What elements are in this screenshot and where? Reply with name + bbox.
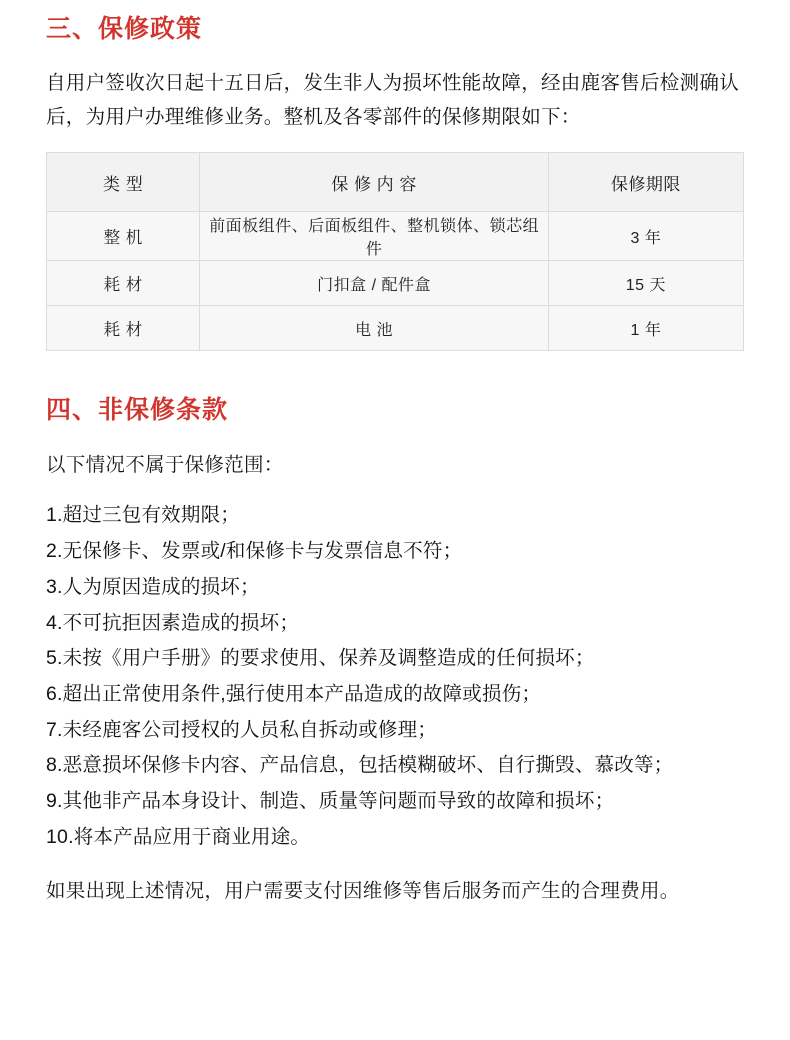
non-warranty-closing: 如果出现上述情况，用户需要支付因维修等售后服务而产生的合理费用。 [46, 880, 680, 903]
table-row [47, 306, 744, 351]
cell-period: 15 天 [548, 261, 743, 306]
list-item-text: 其他非产品本身设计、制造、质量等问题而导致的故障和损坏； [62, 790, 615, 813]
table-header-row [47, 153, 744, 212]
warranty-policy-heading: 三、保修政策 [46, 15, 203, 43]
non-warranty-intro: 以下情况不属于保修范围： [46, 454, 284, 477]
list-item-text: 不可抗拒因素造成的损坏； [62, 611, 300, 634]
list-item-number: 7. [46, 718, 63, 741]
table-header-type: 类 型 [47, 153, 200, 212]
cell-type: 耗 材 [47, 306, 200, 351]
cell-content: 前面板组件、后面板组件、整机锁体、锁芯组件 [200, 212, 549, 261]
list-item [46, 534, 744, 569]
non-warranty-clause-list [46, 498, 744, 854]
list-item-number: 3. [46, 575, 63, 598]
list-item-number: 2. [46, 540, 63, 563]
list-item-number: 10. [46, 825, 74, 848]
list-item-number: 5. [46, 647, 63, 670]
list-item [46, 713, 744, 748]
list-item [46, 570, 744, 605]
list-item-text: 超出正常使用条件,强行使用本产品造成的故障或损伤； [62, 682, 542, 705]
list-item-text: 恶意损坏保修卡内容、产品信息，包括模糊破坏、自行撕毁、慕改等； [62, 754, 674, 777]
cell-type: 整 机 [47, 212, 200, 261]
table-body [47, 212, 744, 351]
warranty-policy-intro: 自用户签收次日起十五日后，发生非人为损坏性能故障，经由鹿客售后检测确认后，为用户办理维修业务。整机及各零部件的保修期限如下： [46, 72, 740, 129]
cell-period: 3 年 [548, 212, 743, 261]
list-item [46, 498, 744, 533]
list-item-number: 8. [46, 754, 63, 777]
table-row [47, 261, 744, 306]
cell-type: 耗 材 [47, 261, 200, 306]
list-item-number: 9. [46, 790, 63, 813]
list-item [46, 606, 744, 641]
list-item-text: 将本产品应用于商业用途。 [73, 825, 311, 848]
cell-content: 电 池 [200, 306, 549, 351]
list-item-text: 人为原因造成的损坏； [62, 575, 260, 598]
non-warranty-heading: 四、非保修条款 [46, 396, 229, 425]
list-item-text: 未经鹿客公司授权的人员私自拆动或修理； [62, 718, 437, 741]
list-item-text: 无保修卡、发票或/和保修卡与发票信息不符； [62, 540, 463, 563]
list-item-text: 超过三包有效期限； [62, 504, 240, 527]
list-item [46, 784, 744, 819]
warranty-period-table [46, 152, 744, 351]
table-header [47, 153, 744, 212]
list-item [46, 820, 744, 855]
list-item-number: 1. [46, 504, 63, 527]
list-item [46, 677, 744, 712]
list-item [46, 641, 744, 676]
cell-content: 门扣盒 / 配件盒 [200, 261, 549, 306]
table-row [47, 212, 744, 261]
table-header-content: 保 修 内 容 [200, 153, 549, 212]
cell-period: 1 年 [548, 306, 743, 351]
list-item-number: 4. [46, 611, 63, 634]
list-item-text: 未按《用户手册》的要求使用、保养及调整造成的任何损坏； [62, 647, 595, 670]
list-item-number: 6. [46, 682, 63, 705]
list-item [46, 748, 744, 783]
table-header-period: 保修期限 [548, 153, 743, 212]
